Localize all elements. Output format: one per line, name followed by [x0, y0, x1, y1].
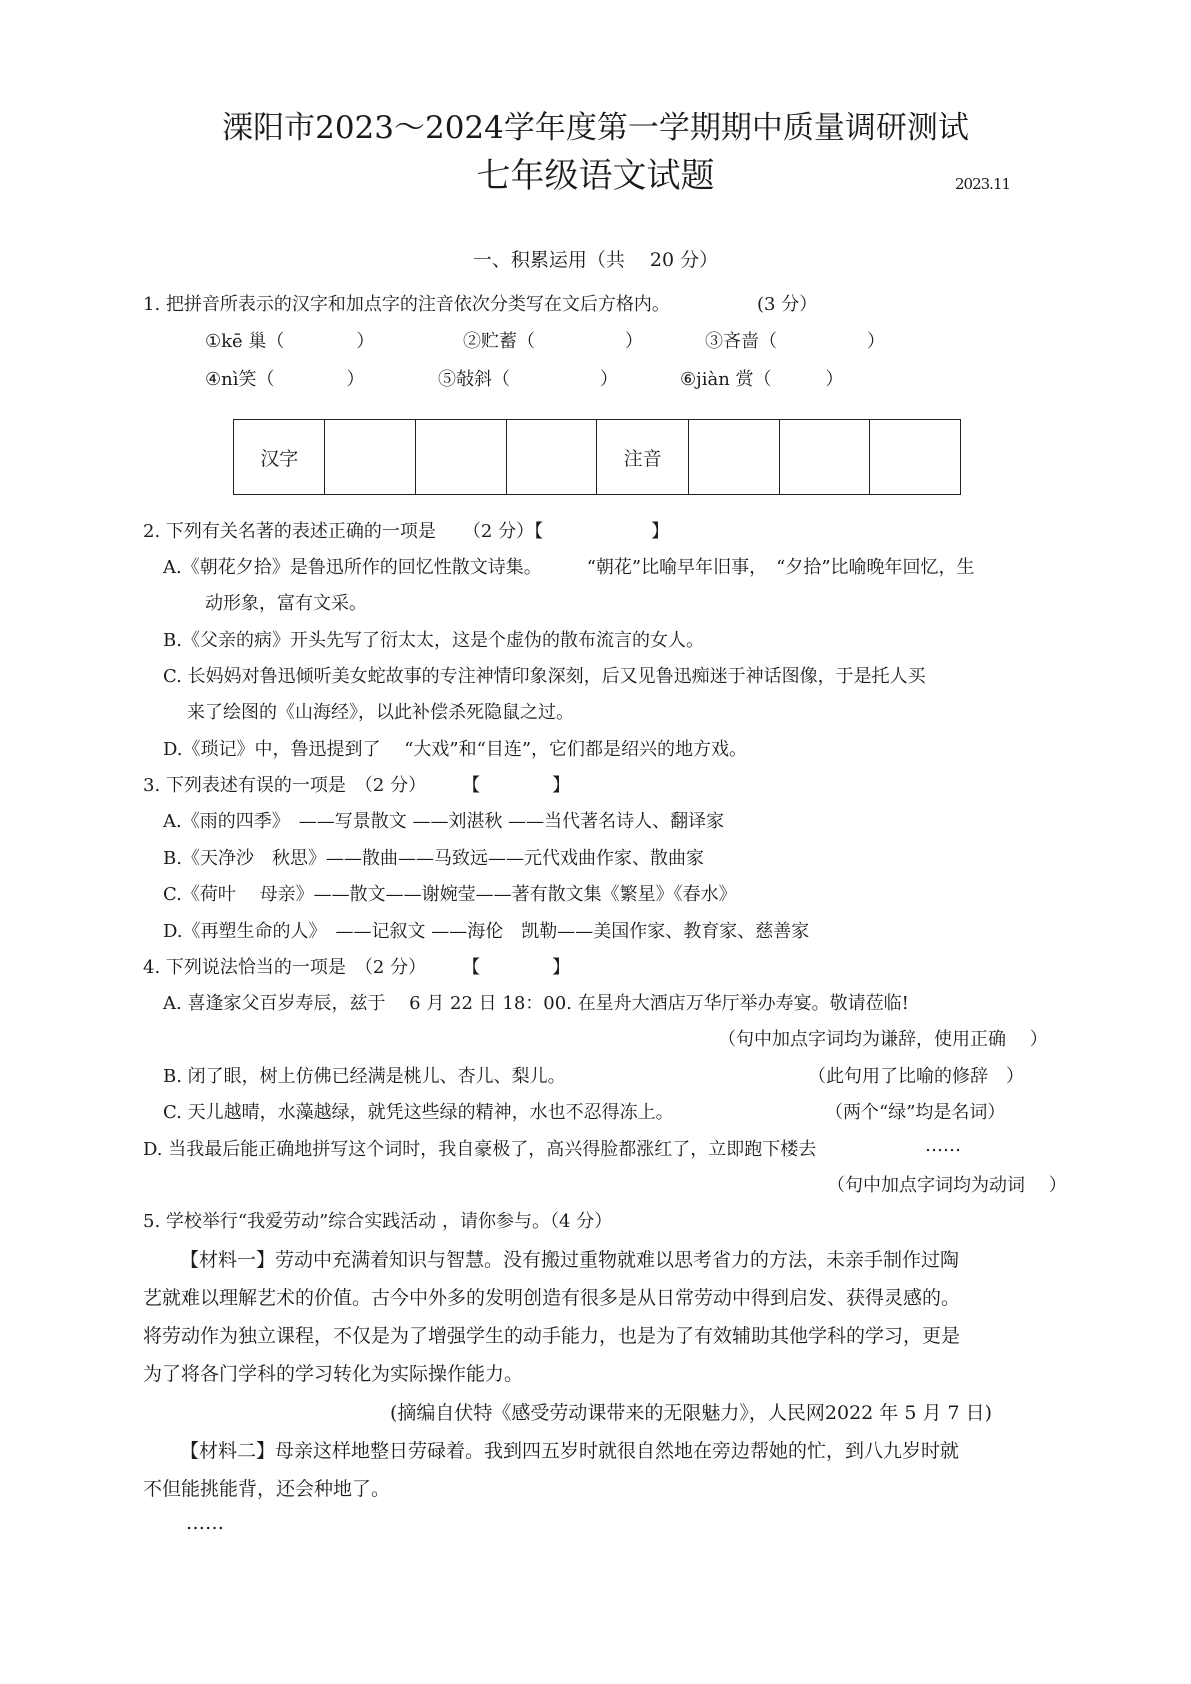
q3-option-c: C.《荷叶 母亲》——散文——谢婉莹——著有散文集《繁星》《春水》 [163, 884, 737, 905]
q1-stem: 1. 把拼音所表示的汉字和加点字的注音依次分类写在文后方格内。 [143, 294, 670, 315]
exam-subtitle: 七年级语文试题 [476, 156, 715, 196]
q4-option-a-note: （句中加点字词均为谦辞，使用正确 ） [718, 1029, 1048, 1050]
q4-option-d-ellipsis: …… [925, 1135, 961, 1156]
q2-stem: 2. 下列有关名著的表述正确的一项是 （2 分）【 】 [143, 521, 670, 542]
q4-stem: 4. 下列说法恰当的一项是 （2 分） 【 】 [143, 957, 571, 978]
grid-cell[interactable] [870, 420, 961, 495]
q1-item-1: ①kē 巢（ ） [205, 331, 375, 352]
grid-cell[interactable] [779, 420, 870, 495]
q4-option-c: C. 天儿越晴，水藻越绿，就凭这些绿的精神，水也不忍得冻上。 [163, 1102, 674, 1123]
q1-item-2: ②贮蓄（ ） [463, 331, 643, 352]
grid-cell[interactable] [416, 420, 507, 495]
q2-option-a-cont: 动形象，富有文采。 [205, 593, 367, 614]
q1-item-3: ③吝啬（ ） [705, 331, 885, 352]
q3-option-a: A.《雨的四季》 ——写景散文 ——刘湛秋 ——当代著名诗人、翻译家 [163, 811, 725, 832]
q5-stem: 5. 学校举行“我爱劳动”综合实践活动 ，请你参与。（4 分） [143, 1211, 613, 1232]
q1-item-5: ⑤敧斜（ ） [438, 369, 618, 390]
q4-option-d-note: （句中加点字词均为动词 ） [827, 1175, 1067, 1196]
q2-option-c-cont: 来了绘图的《山海经》，以此补偿杀死隐鼠之过。 [187, 702, 574, 723]
q3-stem: 3. 下列表述有误的一项是 （2 分） 【 】 [143, 775, 571, 796]
q2-option-d: D.《琐记》中，鲁迅提到了 “大戏”和“目连”，它们都是绍兴的地方戏。 [163, 739, 748, 760]
q3-option-d: D.《再塑生命的人》 ——记叙文 ——海伦 凯勒——美国作家、教育家、慈善家 [163, 921, 810, 942]
exam-title: 溧阳市2023～2024学年度第一学期期中质量调研测试 [222, 110, 969, 146]
q5-material1-line4: 为了将各门学科的学习转化为实际操作能力。 [143, 1363, 524, 1385]
q3-option-b: B.《天净沙 秋思》——散曲——马致远——元代戏曲作家、散曲家 [163, 848, 704, 869]
q5-material1-line2: 艺就难以理解艺术的价值。古今中外多的发明创造有很多是从日常劳动中得到启发、获得灵感的。 [143, 1287, 961, 1309]
q5-ellipsis: …… [186, 1512, 224, 1534]
grid-cell[interactable] [506, 420, 597, 495]
q4-option-c-note: （两个“绿”均是名词） [825, 1102, 1006, 1123]
q4-option-a: A. 喜逢家父百岁寿辰，兹于 6 月 22 日 18：00. 在星舟大酒店万华厅举办寿宴。敬请莅临! [163, 993, 909, 1014]
answer-grid [233, 419, 961, 495]
grid-label-hanzi: 汉字 [234, 420, 325, 495]
q1-item-4: ④nì笑（ ） [205, 369, 365, 390]
q1-item-6: ⑥jiàn 赏（ ） [680, 369, 844, 390]
grid-label-zhuyin: 注音 [597, 420, 688, 495]
grid-cell[interactable] [688, 420, 779, 495]
q4-option-b-note: （此句用了比喻的修辞 ） [808, 1066, 1024, 1087]
q5-material1-line3: 将劳动作为独立课程，不仅是为了增强学生的动手能力，也是为了有效辅助其他学科的学习，更是 [143, 1325, 961, 1347]
exam-date: 2023.11 [955, 175, 1011, 193]
q4-option-d: D. 当我最后能正确地拼写这个词时，我自豪极了，高兴得脸都涨红了，立即跑下楼去 [143, 1139, 817, 1160]
q2-option-b: B.《父亲的病》开头先写了衍太太，这是个虚伪的散布流言的女人。 [163, 630, 704, 651]
q5-material2-line1: 【材料二】母亲这样地整日劳碌着。我到四五岁时就很自然地在旁边帮她的忙，到八九岁时就 [180, 1440, 960, 1462]
q5-material1-source: (摘编自伏特《感受劳动课带来的无限魅力》，人民网2022 年 5 月 7 日) [390, 1402, 993, 1424]
section-heading: 一、积累运用（共 20 分） [472, 249, 719, 271]
q2-option-a: A.《朝花夕拾》是鲁迅所作的回忆性散文诗集。 “朝花”比喻早年旧事， “夕拾”比喻晚年回忆，生 [163, 557, 975, 578]
q5-material2-line2: 不但能挑能背，还会种地了。 [143, 1478, 391, 1500]
q1-score: (3 分） [757, 294, 818, 315]
q2-option-c: C. 长妈妈对鲁迅倾听美女蛇故事的专注神情印象深刻，后又见鲁迅痴迷于神话图像，于是托人买 [163, 666, 926, 687]
q4-option-b: B. 闭了眼，树上仿佛已经满是桃儿、杏儿、梨儿。 [163, 1066, 566, 1087]
grid-cell[interactable] [325, 420, 416, 495]
q5-material1-line1: 【材料一】劳动中充满着知识与智慧。没有搬过重物就难以思考省力的方法，未亲手制作过陶 [180, 1249, 960, 1271]
